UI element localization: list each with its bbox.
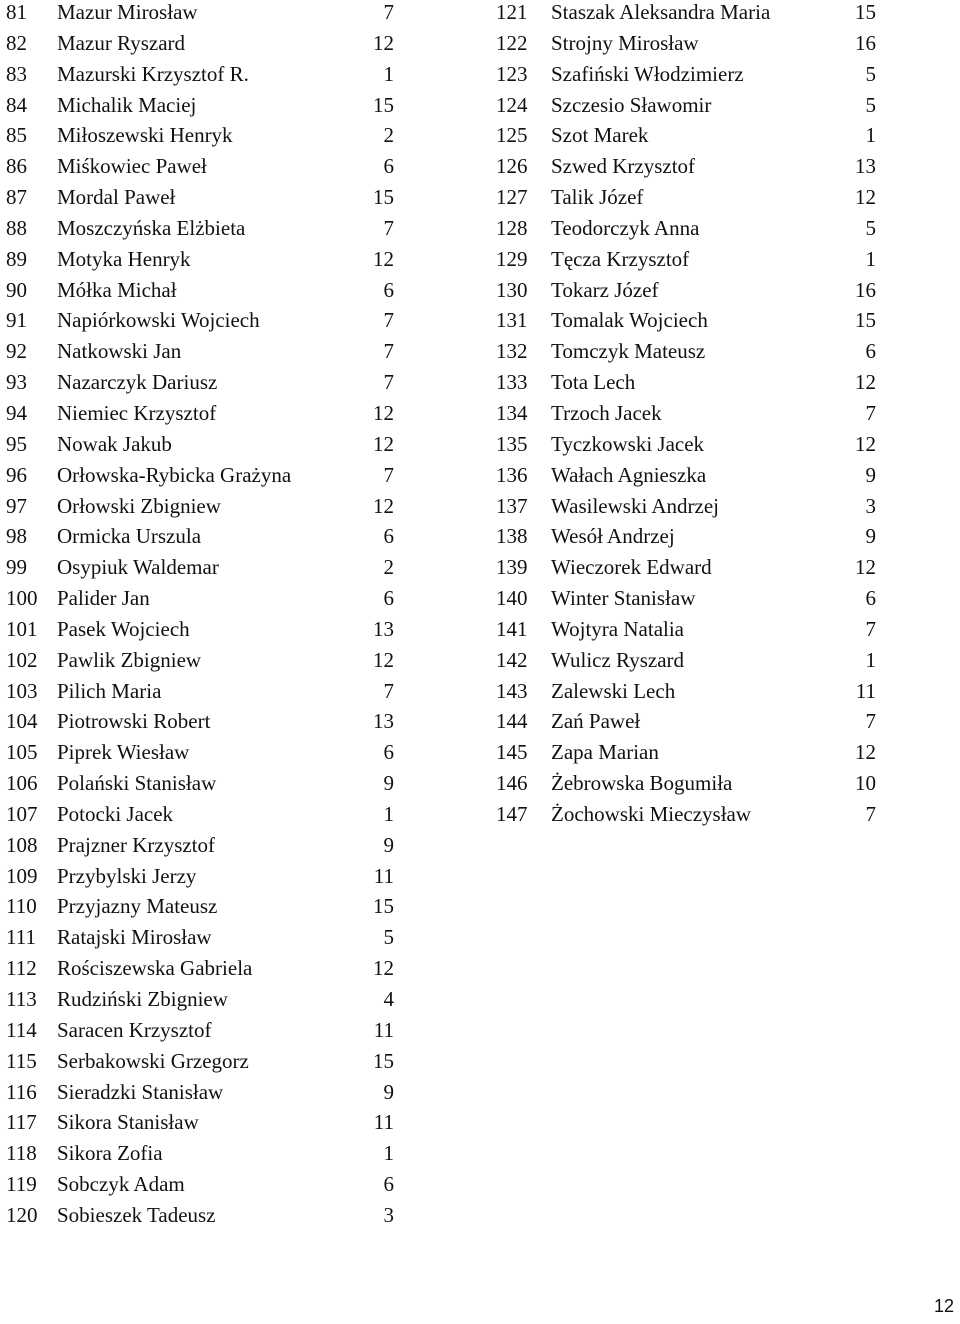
entry-number: 125 <box>496 123 528 148</box>
entry-value: 7 <box>383 462 394 487</box>
entry-number: 132 <box>496 339 528 364</box>
entry-number: 94 <box>6 400 27 425</box>
entry-name: Wałach Agnieszka <box>551 462 707 487</box>
entry-name: Orłowska-Rybicka Grażyna <box>57 462 292 487</box>
entry-number: 110 <box>6 894 37 919</box>
entry-value: 16 <box>855 30 876 55</box>
entry-number: 143 <box>496 678 528 703</box>
entry-name: Sobieszek Tadeusz <box>57 1202 216 1227</box>
entry-name: Natkowski Jan <box>57 339 182 364</box>
entry-value: 6 <box>383 586 394 611</box>
list-item <box>0 987 420 1018</box>
list-item <box>490 247 960 278</box>
entry-name: Mazur Ryszard <box>57 30 186 55</box>
entry-value: 6 <box>383 524 394 549</box>
list-item <box>0 864 420 895</box>
entry-name: Rościszewska Gabriela <box>57 956 253 981</box>
list-item <box>0 679 420 710</box>
list-item <box>490 432 960 463</box>
entry-value: 1 <box>865 246 876 271</box>
entry-name: Wasilewski Andrzej <box>551 493 720 518</box>
entry-number: 101 <box>6 616 38 641</box>
entry-number: 114 <box>6 1017 37 1042</box>
entry-name: Tokarz Józef <box>551 277 659 302</box>
list-item <box>490 154 960 185</box>
entry-number: 89 <box>6 246 27 271</box>
list-item <box>490 648 960 679</box>
entry-number: 128 <box>496 215 528 240</box>
entry-name: Szczesio Sławomir <box>551 92 712 117</box>
entry-number: 84 <box>6 92 27 117</box>
entry-name: Przyjazny Mateusz <box>57 894 218 919</box>
list-item <box>490 802 960 833</box>
entry-name: Nazarczyk Dariusz <box>57 370 218 395</box>
entry-name: Żebrowska Bogumiła <box>551 771 733 796</box>
entry-number: 103 <box>6 678 38 703</box>
list-item <box>0 833 420 864</box>
entry-name: Przybylski Jerzy <box>57 863 197 888</box>
list-item <box>490 370 960 401</box>
entry-value: 15 <box>855 0 876 24</box>
entry-number: 112 <box>6 956 37 981</box>
right-column-list <box>490 0 960 833</box>
entry-name: Polański Stanisław <box>57 771 217 796</box>
entry-value: 1 <box>383 1141 394 1166</box>
entry-value: 10 <box>855 771 876 796</box>
entry-number: 90 <box>6 277 27 302</box>
entry-name: Sikora Stanisław <box>57 1110 199 1135</box>
entry-name: Sieradzki Stanisław <box>57 1079 224 1104</box>
entry-value: 9 <box>383 771 394 796</box>
entry-name: Niemiec Krzysztof <box>57 400 217 425</box>
list-item <box>490 216 960 247</box>
entry-number: 99 <box>6 555 27 580</box>
list-item <box>0 0 420 31</box>
entry-number: 96 <box>6 462 27 487</box>
entry-number: 113 <box>6 987 37 1011</box>
list-item <box>0 956 420 987</box>
list-item <box>490 278 960 309</box>
entry-value: 2 <box>383 555 394 580</box>
entry-value: 4 <box>383 987 394 1011</box>
entry-number: 91 <box>6 308 27 333</box>
entry-number: 97 <box>6 493 27 518</box>
entry-name: Trzoch Jacek <box>551 400 662 425</box>
entry-value: 1 <box>865 647 876 672</box>
list-item <box>0 555 420 586</box>
entry-value: 5 <box>865 215 876 240</box>
entry-value: 3 <box>865 493 876 518</box>
entry-number: 124 <box>496 92 528 117</box>
entry-value: 7 <box>383 370 394 395</box>
entry-name: Tyczkowski Jacek <box>551 431 705 456</box>
entry-value: 6 <box>383 277 394 302</box>
entry-value: 12 <box>855 185 876 210</box>
entry-number: 86 <box>6 154 27 179</box>
list-item <box>490 524 960 555</box>
entry-value: 7 <box>383 339 394 364</box>
entry-number: 133 <box>496 370 528 395</box>
entry-value: 6 <box>865 339 876 364</box>
list-item <box>490 123 960 154</box>
entry-value: 15 <box>373 92 394 117</box>
entry-name: Pilich Maria <box>57 678 162 703</box>
entry-name: Winter Stanisław <box>551 586 696 611</box>
entry-value: 12 <box>855 740 876 765</box>
entry-name: Teodorczyk Anna <box>551 215 700 240</box>
entry-name: Tomczyk Mateusz <box>551 339 706 364</box>
list-item <box>0 401 420 432</box>
list-item <box>490 308 960 339</box>
entry-name: Ormicka Urszula <box>57 524 202 549</box>
list-item <box>0 894 420 925</box>
entry-value: 11 <box>373 1110 394 1135</box>
entry-name: Mazurski Krzysztof R. <box>57 61 249 86</box>
list-item <box>0 339 420 370</box>
entry-name: Mółka Michał <box>57 277 177 302</box>
entry-value: 7 <box>865 801 876 826</box>
entry-value: 11 <box>373 1017 394 1042</box>
entry-value: 15 <box>373 894 394 919</box>
entry-value: 11 <box>373 863 394 888</box>
entry-number: 139 <box>496 555 528 580</box>
list-item <box>0 494 420 525</box>
list-item <box>490 494 960 525</box>
entry-number: 138 <box>496 524 528 549</box>
entry-name: Palider Jan <box>57 586 150 611</box>
entry-name: Wieczorek Edward <box>551 555 712 580</box>
entry-value: 11 <box>855 678 876 703</box>
entry-value: 7 <box>865 400 876 425</box>
entry-name: Mazur Mirosław <box>57 0 198 24</box>
entry-number: 145 <box>496 740 528 765</box>
entry-value: 12 <box>855 370 876 395</box>
entry-name: Osypiuk Waldemar <box>57 555 219 580</box>
entry-number: 120 <box>6 1202 38 1227</box>
entry-value: 13 <box>373 709 394 734</box>
entry-name: Wesół Andrzej <box>551 524 675 549</box>
entry-name: Piotrowski Robert <box>57 709 211 734</box>
list-item <box>490 771 960 802</box>
entry-name: Zalewski Lech <box>551 678 676 703</box>
entry-number: 82 <box>6 30 27 55</box>
list-item <box>0 31 420 62</box>
entry-value: 2 <box>383 123 394 148</box>
entry-value: 6 <box>383 154 394 179</box>
entry-name: Sobczyk Adam <box>57 1172 185 1197</box>
entry-name: Talik Józef <box>551 185 644 210</box>
entry-value: 6 <box>383 1172 394 1197</box>
entry-value: 7 <box>383 678 394 703</box>
entry-value: 9 <box>865 524 876 549</box>
list-item <box>490 0 960 31</box>
list-item <box>490 463 960 494</box>
list-item <box>0 740 420 771</box>
entry-value: 7 <box>383 0 394 24</box>
entry-value: 6 <box>865 586 876 611</box>
entry-name: Tęcza Krzysztof <box>551 246 690 271</box>
entry-name: Miłoszewski Henryk <box>57 123 233 148</box>
list-item <box>0 154 420 185</box>
list-item <box>0 432 420 463</box>
entry-name: Motyka Henryk <box>57 246 191 271</box>
list-item <box>490 740 960 771</box>
list-item <box>490 401 960 432</box>
entry-name: Szafiński Włodzimierz <box>551 61 744 86</box>
entry-name: Nowak Jakub <box>57 431 172 456</box>
entry-name: Strojny Mirosław <box>551 30 699 55</box>
entry-number: 130 <box>496 277 528 302</box>
entry-number: 117 <box>6 1110 37 1135</box>
entry-number: 119 <box>6 1172 37 1197</box>
entry-value: 9 <box>383 832 394 857</box>
list-item <box>0 62 420 93</box>
entry-number: 85 <box>6 123 27 148</box>
entry-value: 12 <box>373 493 394 518</box>
entry-value: 13 <box>373 616 394 641</box>
list-item <box>0 247 420 278</box>
entry-name: Orłowski Zbigniew <box>57 493 221 518</box>
entry-number: 102 <box>6 647 38 672</box>
entry-number: 141 <box>496 616 528 641</box>
entry-value: 7 <box>865 709 876 734</box>
entry-name: Potocki Jacek <box>57 801 174 826</box>
entry-name: Michalik Maciej <box>57 92 197 117</box>
entry-value: 3 <box>383 1202 394 1227</box>
entry-number: 93 <box>6 370 27 395</box>
list-item <box>0 802 420 833</box>
entry-value: 12 <box>855 555 876 580</box>
list-item <box>0 123 420 154</box>
entry-number: 111 <box>6 925 36 950</box>
entry-value: 5 <box>865 61 876 86</box>
entry-number: 146 <box>496 771 528 796</box>
entry-value: 15 <box>373 185 394 210</box>
list-item <box>0 925 420 956</box>
entry-number: 134 <box>496 400 528 425</box>
entry-number: 122 <box>496 30 528 55</box>
list-item <box>0 586 420 617</box>
entry-name: Ratajski Mirosław <box>57 925 212 950</box>
list-item <box>0 1110 420 1141</box>
list-item <box>490 586 960 617</box>
list-item <box>0 1018 420 1049</box>
entry-name: Saracen Krzysztof <box>57 1017 212 1042</box>
entry-number: 100 <box>6 586 38 611</box>
entry-number: 140 <box>496 586 528 611</box>
entry-value: 13 <box>855 154 876 179</box>
list-item <box>490 31 960 62</box>
entry-name: Zapa Marian <box>551 740 659 765</box>
entry-value: 7 <box>865 616 876 641</box>
entry-value: 12 <box>373 647 394 672</box>
entry-number: 144 <box>496 709 528 734</box>
entry-name: Tota Lech <box>551 370 636 395</box>
entry-value: 9 <box>383 1079 394 1104</box>
entry-value: 5 <box>383 925 394 950</box>
entry-value: 7 <box>383 215 394 240</box>
list-item <box>490 339 960 370</box>
entry-name: Staszak Aleksandra Maria <box>551 0 771 24</box>
entry-name: Miśkowiec Paweł <box>57 154 207 179</box>
list-item <box>490 617 960 648</box>
list-item <box>0 709 420 740</box>
entry-number: 136 <box>496 462 528 487</box>
entry-name: Sikora Zofia <box>57 1141 163 1166</box>
entry-name: Moszczyńska Elżbieta <box>57 215 246 240</box>
entry-name: Mordal Paweł <box>57 185 176 210</box>
entry-name: Prajzner Krzysztof <box>57 832 216 857</box>
list-item <box>0 648 420 679</box>
entry-number: 92 <box>6 339 27 364</box>
entry-name: Napiórkowski Wojciech <box>57 308 260 333</box>
entry-number: 95 <box>6 431 27 456</box>
entry-name: Szot Marek <box>551 123 649 148</box>
entry-number: 137 <box>496 493 528 518</box>
entry-number: 118 <box>6 1141 37 1166</box>
entry-name: Wojtyra Natalia <box>551 616 685 641</box>
entry-value: 1 <box>383 801 394 826</box>
entry-number: 107 <box>6 801 38 826</box>
entry-name: Pasek Wojciech <box>57 616 190 641</box>
entry-number: 87 <box>6 185 27 210</box>
list-item <box>0 1203 420 1234</box>
list-item <box>0 93 420 124</box>
entry-value: 15 <box>373 1048 394 1073</box>
entry-number: 88 <box>6 215 27 240</box>
entry-number: 127 <box>496 185 528 210</box>
list-item <box>490 555 960 586</box>
entry-name: Piprek Wiesław <box>57 740 190 765</box>
entry-number: 126 <box>496 154 528 179</box>
entry-value: 12 <box>373 431 394 456</box>
entry-name: Żochowski Mieczysław <box>551 801 752 826</box>
entry-number: 105 <box>6 740 38 765</box>
entry-number: 123 <box>496 61 528 86</box>
entry-number: 142 <box>496 647 528 672</box>
list-item <box>490 93 960 124</box>
list-item <box>0 463 420 494</box>
page-number: 12 <box>933 1296 954 1316</box>
entry-number: 116 <box>6 1079 37 1104</box>
entry-value: 12 <box>373 246 394 271</box>
entry-name: Zań Paweł <box>551 709 641 734</box>
list-item <box>0 617 420 648</box>
entry-number: 81 <box>6 0 27 24</box>
entry-number: 135 <box>496 431 528 456</box>
list-item <box>490 679 960 710</box>
list-item <box>0 1141 420 1172</box>
entry-value: 15 <box>855 308 876 333</box>
entry-number: 131 <box>496 308 528 333</box>
list-item <box>0 308 420 339</box>
entry-number: 129 <box>496 246 528 271</box>
entry-name: Pawlik Zbigniew <box>57 647 202 672</box>
list-item <box>0 524 420 555</box>
entry-name: Wulicz Ryszard <box>551 647 685 672</box>
list-item <box>0 771 420 802</box>
list-item <box>0 1172 420 1203</box>
entry-number: 106 <box>6 771 38 796</box>
entry-value: 1 <box>865 123 876 148</box>
entry-value: 7 <box>383 308 394 333</box>
entry-number: 108 <box>6 832 38 857</box>
entry-number: 98 <box>6 524 27 549</box>
entry-value: 5 <box>865 92 876 117</box>
entry-number: 115 <box>6 1048 37 1073</box>
entry-value: 12 <box>855 431 876 456</box>
entry-value: 1 <box>383 61 394 86</box>
entry-number: 147 <box>496 801 528 826</box>
list-item <box>0 370 420 401</box>
entry-value: 9 <box>865 462 876 487</box>
left-column-list <box>0 0 420 1234</box>
entry-number: 121 <box>496 0 528 24</box>
entry-name: Szwed Krzysztof <box>551 154 696 179</box>
entry-value: 12 <box>373 30 394 55</box>
list-item <box>490 185 960 216</box>
entry-number: 83 <box>6 61 27 86</box>
list-item <box>0 185 420 216</box>
entry-name: Tomalak Wojciech <box>551 308 708 333</box>
entry-value: 16 <box>855 277 876 302</box>
entry-name: Rudziński Zbigniew <box>57 987 228 1011</box>
entry-value: 12 <box>373 400 394 425</box>
entry-number: 104 <box>6 709 38 734</box>
entry-value: 6 <box>383 740 394 765</box>
list-item <box>0 1080 420 1111</box>
entry-name: Serbakowski Grzegorz <box>57 1048 249 1073</box>
list-item <box>0 216 420 247</box>
list-item <box>490 62 960 93</box>
list-item <box>0 278 420 309</box>
entry-value: 12 <box>373 956 394 981</box>
entry-number: 109 <box>6 863 38 888</box>
list-item <box>0 1049 420 1080</box>
list-item <box>490 709 960 740</box>
